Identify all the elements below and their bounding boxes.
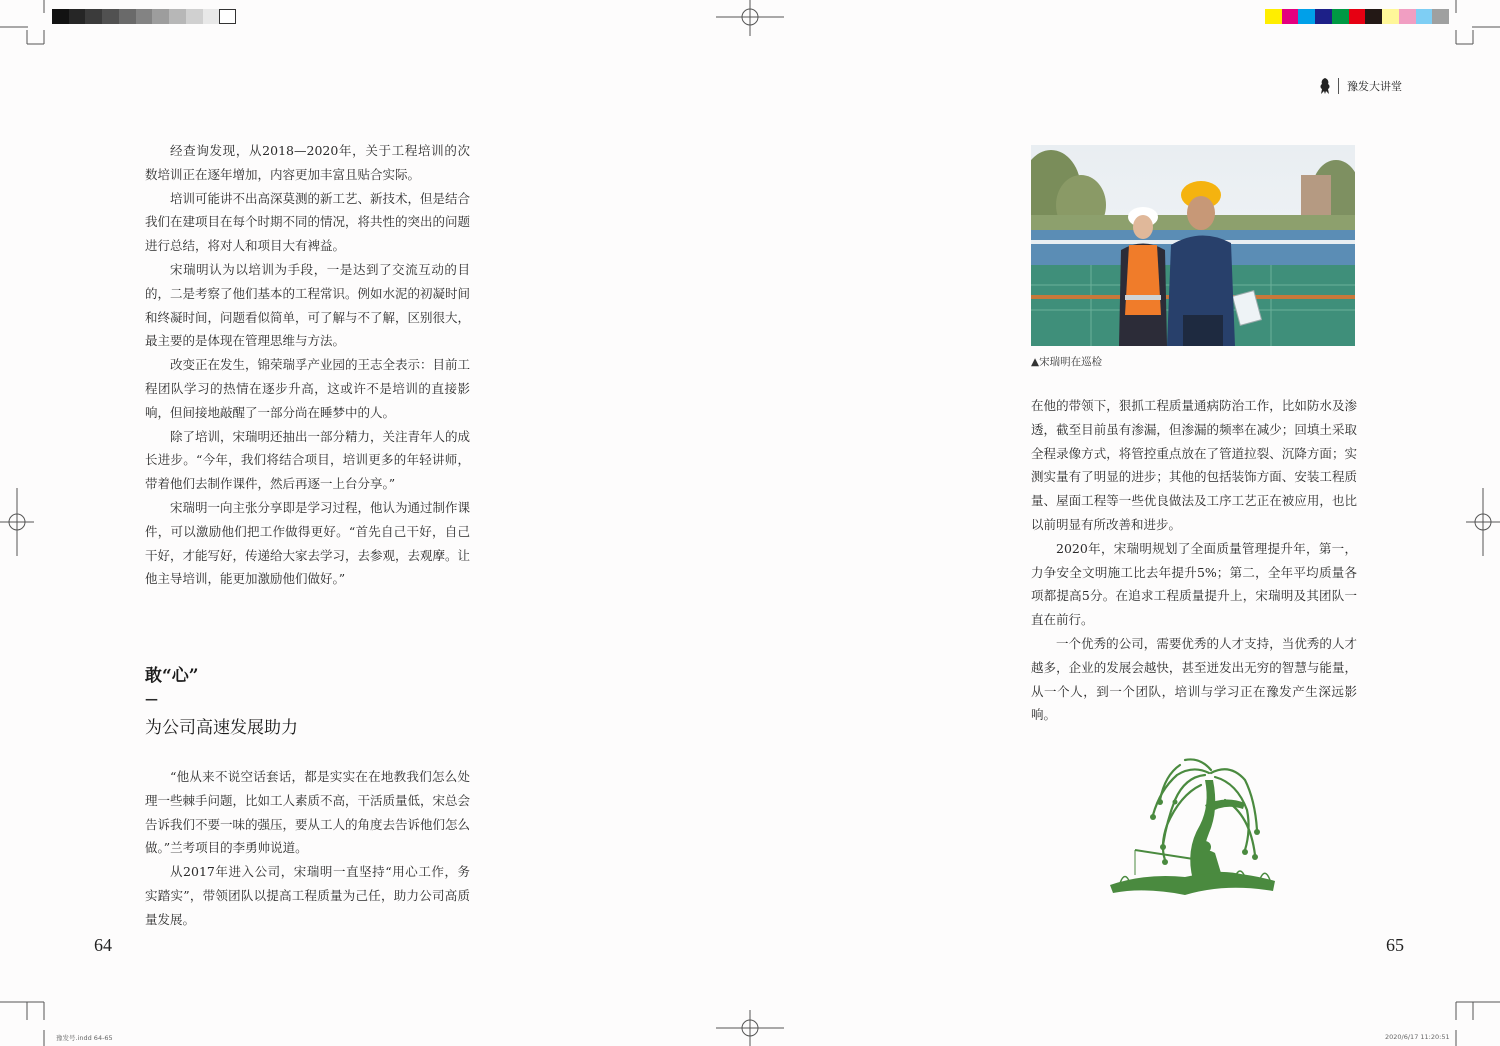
page-number-left: 64	[94, 935, 112, 955]
right-column	[1031, 394, 1357, 727]
body-paragraph: 在他的带领下，狠抓工程质量通病防治工作，比如防水及渗透，截至目前虽有渗漏，但渗漏的频率在减少；回填土采取全程录像方式，将管控重点放在了管道拉裂、沉降方面；实测实量有了明显的进步；其他的包括装饰方面、安装工程质量、屋面工程等一些优良做法及工序工艺正在被应用，也比以前明显有所改善和进步。	[1031, 398, 1357, 532]
left-column-bottom	[145, 765, 470, 932]
header-divider	[1338, 78, 1339, 94]
body-paragraph: 经查询发现，从2018—2020年，关于工程培训的次数培训正在逐年增加，内容更加丰富且贴合实际。	[145, 143, 470, 182]
body-paragraph: 培训可能讲不出高深莫测的新工艺、新技术，但是结合我们在建项目在每个时期不同的情况，将共性的突出的问题进行总结，将对人和项目大有裨益。	[145, 190, 471, 254]
section-heading	[145, 664, 485, 740]
body-paragraph: 2020年，宋瑞明规划了全面质量管理提升年，第一，力争安全文明施工比去年提升5%；第二，全年平均质量各项都提高5分。在追求工程质量提升上，宋瑞明及其团队一直在前行。	[1031, 540, 1357, 628]
inspection-photo	[1031, 145, 1355, 346]
slug-file: 豫发号.indd 64-65	[56, 1034, 113, 1042]
section-title: 敢“心”	[145, 666, 199, 686]
section-subtitle: 为公司高速发展助力	[145, 718, 298, 738]
body-paragraph: 宋瑞明认为以培训为手段，一是达到了交流互动的目的，二是考察了他们基本的工程常识。例如水泥的初凝时间和终凝时间，问题看似简单，可了解与不了解，区别很大，最主要的是体现在管理思维与方法。	[145, 261, 471, 349]
running-header	[1318, 76, 1402, 96]
section-dash: —	[145, 692, 158, 707]
body-paragraph: “他从来不说空话套话，都是实实在在地教我们怎么处理一些棘手问题，比如工人素质不高，干活质量低，宋总会告诉我们不要一味的强压，要从工人的角度去告诉他们怎么做。”兰考项目的李勇帅说道。	[145, 769, 471, 856]
body-paragraph: 从2017年进入公司，宋瑞明一直坚持“用心工作，务实踏实”，带领团队以提高工程质量为己任，助力公司高质量发展。	[145, 864, 470, 927]
willow-ornament	[1105, 755, 1280, 900]
body-paragraph: 改变正在发生，锦荣瑞孚产业园的王志全表示：目前工程团队学习的热情在逐步升高，这或许不是培训的直接影响，但间接地敲醒了一部分尚在睡梦中的人。	[145, 357, 471, 420]
photo-caption: ▲宋瑞明在巡检	[1031, 356, 1103, 368]
body-paragraph: 除了培训，宋瑞明还抽出一部分精力，关注青年人的成长进步。“今年，我们将结合项目，培训更多的年轻讲师，带着他们去制作课件，然后再逐一上台分享。”	[145, 428, 471, 492]
section-name: 豫发大讲堂	[1347, 80, 1402, 93]
slug-date: 2020/6/17 11:20:51	[1385, 1033, 1450, 1041]
body-paragraph: 宋瑞明一向主张分享即是学习过程，他认为通过制作课件，可以激励他们把工作做得更好。“首先自己干好，自己干好，才能写好，传递给大家去学习，去参观，去观摩。让他主导培训，能更加激励他们做好。”	[145, 499, 471, 587]
logo-icon	[1318, 77, 1332, 95]
left-column-top	[145, 139, 470, 591]
page-number-right: 65	[1386, 935, 1404, 955]
body-paragraph: 一个优秀的公司，需要优秀的人才支持，当优秀的人才越多，企业的发展会越快，甚至迸发出无穷的智慧与能量，从一个人，到一个团队，培训与学习正在豫发产生深远影响。	[1031, 635, 1357, 723]
